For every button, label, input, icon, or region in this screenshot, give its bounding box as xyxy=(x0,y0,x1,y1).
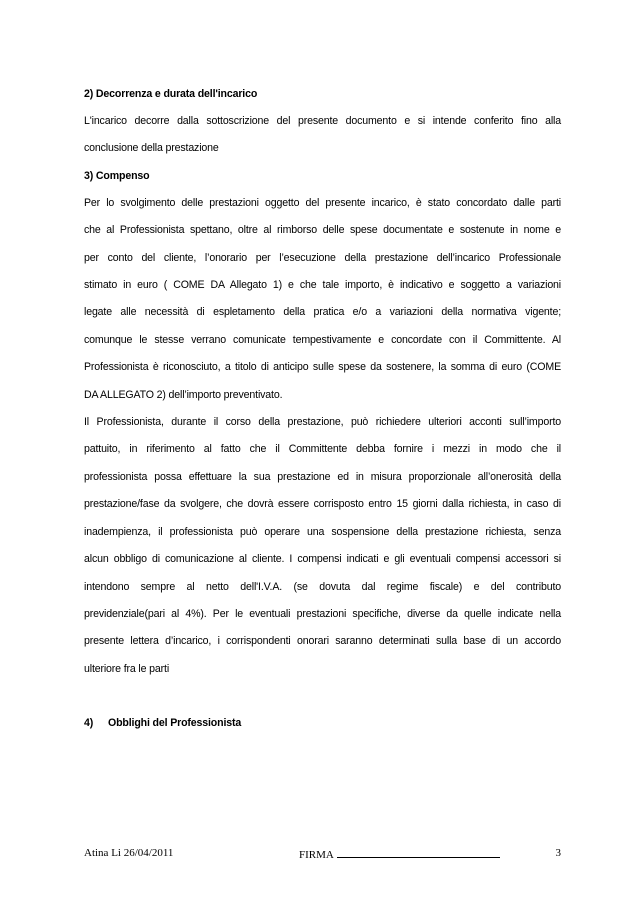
text-line: stimato in euro ( COME DA Allegato 1) e che tale importo, è indicativo e soggetto a variazioni xyxy=(84,279,561,292)
page-footer xyxy=(84,847,561,863)
document-body xyxy=(84,81,561,737)
section-3-heading: 3) Compenso xyxy=(84,169,150,182)
text-line: ulteriore fra le parti xyxy=(84,662,170,675)
section-2-paragraph xyxy=(84,108,561,163)
text-line: prestazione/fase da svolgere, che dovrà essere corrisposto entro 15 giorni dalla richiesta, in caso di xyxy=(84,498,561,511)
text-line: conclusione della prestazione xyxy=(84,142,219,155)
text-line: alcun obbligo di comunicazione al cliente. I compensi indicati e gli eventuali compensi accessori si xyxy=(84,553,561,566)
text-line: Il Professionista, durante il corso della prestazione, può richiedere ulteriori acconti sull’importo xyxy=(84,416,561,429)
text-line: intendono sempre al netto dell'I.V.A. (se dovuta dal regime fiscale) e del contributo xyxy=(84,580,561,593)
text-line: per conto del cliente, l’onorario per l’esecuzione della prestazione dell’incarico Professionale xyxy=(84,251,561,264)
text-line: legate alle necessità di espletamento della pratica e/o a variazioni della normativa vigente; xyxy=(84,306,561,319)
section-4-number: 4) xyxy=(84,717,94,730)
text-line: professionista possa effettuare la sua prestazione ed in misura proporzionale all’onerosità della xyxy=(84,470,561,483)
section-2-heading: 2) Decorrenza e durata dell'incarico xyxy=(84,88,258,100)
section-3-paragraph-2 xyxy=(84,409,561,683)
page-number: 3 xyxy=(555,847,561,859)
footer-signature-field xyxy=(299,847,500,861)
text-line: Per lo svolgimento delle prestazioni oggetto del presente incarico, è stato concordato dalle parti xyxy=(84,196,561,209)
text-line: che al Professionista spettano, oltre al rimborso delle spese documentate e sostenute in nome e xyxy=(84,224,561,237)
section-3-paragraph-1 xyxy=(84,190,561,409)
section-4-title: Obblighi del Professionista xyxy=(108,717,242,730)
section-4-heading xyxy=(84,710,561,737)
text-line: comunque le stesse verrano comunicate tempestivamente e concordate con il Committente. Al xyxy=(84,333,561,346)
text-line: DA ALLEGATO 2) dell’importo preventivato. xyxy=(84,388,283,401)
text-line: pattuito, in riferimento al fatto che il Committente debba fornire i mezzi in modo che il xyxy=(84,443,561,456)
text-line: previdenziale(pari al 4%). Per le eventuali prestazioni specifiche, diverse da quelle indicate nella xyxy=(84,607,561,620)
footer-place-date: Atina Li 26/04/2011 xyxy=(84,847,174,859)
text-line: Professionista è riconosciuto, a titolo di anticipo sulle spese da sostenere, la somma di euro (COME xyxy=(84,361,561,374)
text-line: inadempienza, il professionista può operare una sospensione della prestazione richiesta, senza xyxy=(84,525,561,538)
text-line: L'incarico decorre dalla sottoscrizione del presente documento e si intende conferito fino alla xyxy=(84,115,561,127)
text-line: presente lettera d’incarico, i corrispondenti onorari saranno determinati sulla base di un accordo xyxy=(84,635,561,648)
signature-line xyxy=(337,847,500,858)
footer-firma-label: FIRMA xyxy=(299,849,334,861)
